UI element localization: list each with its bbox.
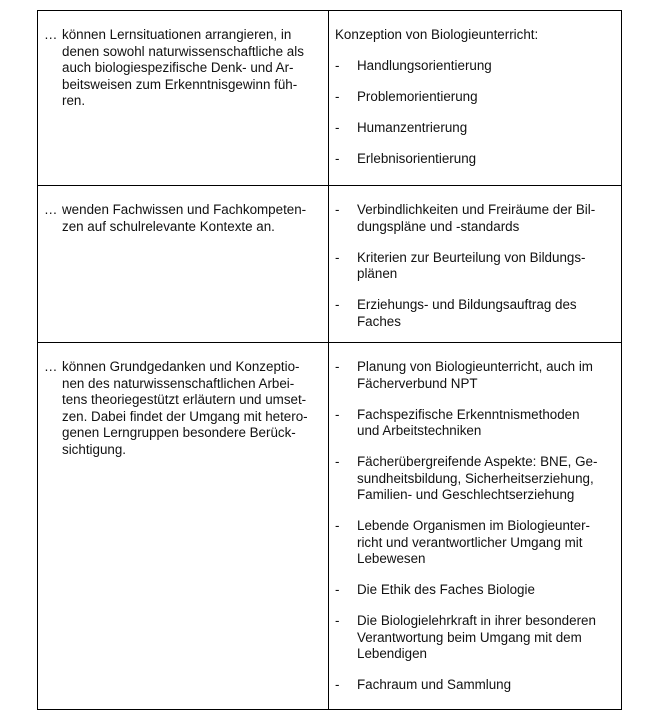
list-item <box>335 454 611 504</box>
list-item-text: Humanzentrierung <box>357 119 468 135</box>
list-item-text: Erziehungs- und Bildungsauftrag des Faches <box>357 297 577 329</box>
competency-cell <box>38 11 329 185</box>
list-item <box>335 250 611 283</box>
content-cell <box>329 186 621 342</box>
dash-marker: - <box>335 249 340 265</box>
competency-text: wenden Fachwissen und Fachkompeten- zen auf schulrelevante Kontexte an. <box>62 202 307 234</box>
table-row <box>38 11 621 186</box>
list-item <box>335 120 611 137</box>
list-item-text: Kriterien zur Beurteilung von Bildungs- plänen <box>357 249 586 281</box>
competency-cell <box>38 186 329 342</box>
list-item <box>335 613 611 663</box>
dash-marker: - <box>335 150 340 166</box>
dash-marker: - <box>335 88 340 104</box>
dash-marker: - <box>335 119 340 135</box>
list-item <box>335 518 611 568</box>
list-item <box>335 58 611 75</box>
list-item-text: Die Ethik des Faches Biologie <box>357 582 535 597</box>
competency-text: können Grundgedanken und Konzeptio- nen des naturwissenschaftlichen Arbei- tens theoriegestützt erläutern und umset- zen. Dabei findet der Umgang mit hetero- genen Lerngruppen besondere Berück- sichtigung. <box>62 359 308 457</box>
content-cell <box>329 343 621 709</box>
content-cell <box>329 11 621 185</box>
list-item-text: Handlungsorientierung <box>357 57 492 73</box>
ellipsis-marker: … <box>44 202 58 217</box>
list-item <box>335 359 611 392</box>
competency-table <box>37 10 622 710</box>
list-item-text: Die Biologielehrkraft in ihrer besonderen Verantwortung beim Umgang mit dem Lebendigen <box>357 613 596 661</box>
table-row <box>38 186 621 343</box>
dash-marker: - <box>335 406 340 422</box>
list-item-text: Fächerübergreifende Aspekte: BNE, Ge- sundheitsbildung, Sicherheitserziehung, Familien- und Geschlechtserziehung <box>357 454 598 502</box>
list-item-text: Planung von Biologieunterricht, auch im Fächerverbund NPT <box>357 359 593 391</box>
list-item <box>335 89 611 106</box>
dash-marker: - <box>335 677 340 692</box>
ellipsis-marker: … <box>44 27 58 42</box>
dash-marker: - <box>335 518 340 533</box>
dash-marker: - <box>335 359 340 374</box>
list-item <box>335 677 611 694</box>
dash-marker: - <box>335 613 340 628</box>
content-heading: Konzeption von Biologieunterricht: <box>335 27 539 42</box>
list-item-text: Fachraum und Sammlung <box>357 677 512 692</box>
list-item <box>335 151 611 168</box>
list-item-text: Problemorientierung <box>357 88 478 104</box>
list-item <box>335 297 611 330</box>
list-item <box>335 582 611 599</box>
dash-marker: - <box>335 202 340 217</box>
dash-marker: - <box>335 57 340 73</box>
list-item-text: Erlebnisorientierung <box>357 150 477 166</box>
list-item-text: Verbindlichkeiten und Freiräume der Bil- dungspläne und -standards <box>357 202 596 234</box>
dash-marker: - <box>335 454 340 469</box>
dash-marker: - <box>335 582 340 597</box>
list-item-text: Lebende Organismen im Biologieunter- richt und verantwortlicher Umgang mit Lebewesen <box>357 518 590 566</box>
competency-text: können Lernsituationen arrangieren, in denen sowohl naturwissenschaftliche als auch biologiespezifische Denk- und Ar- beitsweisen zum Erkenntnisgewinn füh- ren. <box>62 27 304 108</box>
ellipsis-marker: … <box>44 359 58 374</box>
table-row <box>38 343 621 710</box>
list-item <box>335 407 611 440</box>
list-item-text: Fachspezifische Erkenntnismethoden und Arbeitstechniken <box>357 406 580 438</box>
competency-cell <box>38 343 329 709</box>
list-item <box>335 202 611 235</box>
dash-marker: - <box>335 297 340 312</box>
